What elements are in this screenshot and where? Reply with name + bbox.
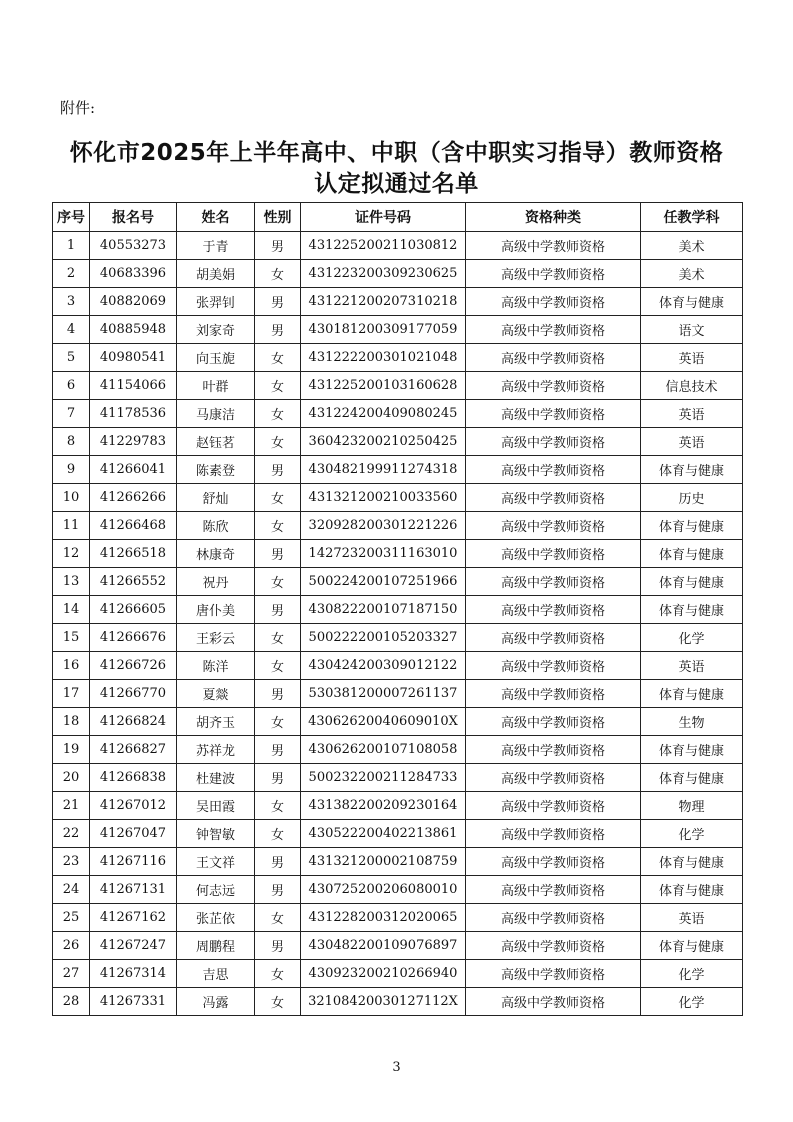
cell-gender: 男 bbox=[255, 456, 301, 484]
cell-name: 赵钰茗 bbox=[177, 428, 255, 456]
cell-name: 叶群 bbox=[177, 372, 255, 400]
cell-registration-no: 41229783 bbox=[90, 428, 177, 456]
cell-name: 吉思 bbox=[177, 960, 255, 988]
cell-name: 王彩云 bbox=[177, 624, 255, 652]
cell-seq: 16 bbox=[53, 652, 90, 680]
cell-registration-no: 41266827 bbox=[90, 736, 177, 764]
cell-name: 钟智敏 bbox=[177, 820, 255, 848]
cell-name: 吴田霞 bbox=[177, 792, 255, 820]
cell-id-number: 431224200409080245 bbox=[301, 400, 466, 428]
cell-subject: 英语 bbox=[641, 344, 743, 372]
cell-id-number: 530381200007261137 bbox=[301, 680, 466, 708]
cell-subject: 英语 bbox=[641, 904, 743, 932]
cell-seq: 25 bbox=[53, 904, 90, 932]
cell-qualification: 高级中学教师资格 bbox=[466, 904, 641, 932]
cell-qualification: 高级中学教师资格 bbox=[466, 932, 641, 960]
table-row bbox=[53, 820, 743, 848]
table-row bbox=[53, 456, 743, 484]
header-cell: 证件号码 bbox=[301, 203, 466, 232]
cell-name: 张芷依 bbox=[177, 904, 255, 932]
table-body bbox=[53, 232, 743, 1016]
cell-name: 夏燚 bbox=[177, 680, 255, 708]
cell-qualification: 高级中学教师资格 bbox=[466, 960, 641, 988]
cell-seq: 1 bbox=[53, 232, 90, 260]
cell-id-number: 500222200105203327 bbox=[301, 624, 466, 652]
header-cell: 序号 bbox=[53, 203, 90, 232]
cell-registration-no: 41267331 bbox=[90, 988, 177, 1016]
cell-name: 唐仆美 bbox=[177, 596, 255, 624]
cell-registration-no: 41178536 bbox=[90, 400, 177, 428]
cell-name: 林康奇 bbox=[177, 540, 255, 568]
cell-seq: 4 bbox=[53, 316, 90, 344]
table-row bbox=[53, 484, 743, 512]
cell-registration-no: 41266676 bbox=[90, 624, 177, 652]
cell-gender: 女 bbox=[255, 652, 301, 680]
cell-id-number: 430923200210266940 bbox=[301, 960, 466, 988]
table-header-row bbox=[53, 203, 743, 232]
table-row bbox=[53, 708, 743, 736]
cell-qualification: 高级中学教师资格 bbox=[466, 288, 641, 316]
cell-registration-no: 41266726 bbox=[90, 652, 177, 680]
cell-name: 向玉旎 bbox=[177, 344, 255, 372]
cell-registration-no: 40553273 bbox=[90, 232, 177, 260]
cell-qualification: 高级中学教师资格 bbox=[466, 876, 641, 904]
cell-gender: 女 bbox=[255, 400, 301, 428]
cell-name: 何志远 bbox=[177, 876, 255, 904]
cell-seq: 14 bbox=[53, 596, 90, 624]
cell-name: 祝丹 bbox=[177, 568, 255, 596]
cell-qualification: 高级中学教师资格 bbox=[466, 232, 641, 260]
cell-id-number: 431321200002108759 bbox=[301, 848, 466, 876]
cell-seq: 3 bbox=[53, 288, 90, 316]
cell-gender: 女 bbox=[255, 428, 301, 456]
cell-seq: 5 bbox=[53, 344, 90, 372]
cell-subject: 生物 bbox=[641, 708, 743, 736]
cell-seq: 24 bbox=[53, 876, 90, 904]
cell-name: 陈欣 bbox=[177, 512, 255, 540]
header-cell: 资格种类 bbox=[466, 203, 641, 232]
table-row bbox=[53, 764, 743, 792]
cell-registration-no: 41266266 bbox=[90, 484, 177, 512]
cell-subject: 英语 bbox=[641, 428, 743, 456]
cell-name: 于青 bbox=[177, 232, 255, 260]
header-cell: 性别 bbox=[255, 203, 301, 232]
cell-subject: 语文 bbox=[641, 316, 743, 344]
cell-gender: 女 bbox=[255, 792, 301, 820]
cell-registration-no: 41266468 bbox=[90, 512, 177, 540]
cell-seq: 28 bbox=[53, 988, 90, 1016]
cell-subject: 体育与健康 bbox=[641, 568, 743, 596]
cell-gender: 女 bbox=[255, 512, 301, 540]
cell-registration-no: 41267012 bbox=[90, 792, 177, 820]
table-row bbox=[53, 316, 743, 344]
cell-registration-no: 41267116 bbox=[90, 848, 177, 876]
cell-registration-no: 41266770 bbox=[90, 680, 177, 708]
cell-id-number: 430424200309012122 bbox=[301, 652, 466, 680]
table-row bbox=[53, 736, 743, 764]
cell-seq: 7 bbox=[53, 400, 90, 428]
cell-seq: 21 bbox=[53, 792, 90, 820]
table-row bbox=[53, 876, 743, 904]
cell-qualification: 高级中学教师资格 bbox=[466, 428, 641, 456]
document-title-line2: 认定拟通过名单 bbox=[314, 171, 479, 197]
cell-registration-no: 40885948 bbox=[90, 316, 177, 344]
table-row bbox=[53, 932, 743, 960]
cell-id-number: 431225200211030812 bbox=[301, 232, 466, 260]
cell-id-number: 430725200206080010 bbox=[301, 876, 466, 904]
cell-name: 胡齐玉 bbox=[177, 708, 255, 736]
cell-registration-no: 41267047 bbox=[90, 820, 177, 848]
table-row bbox=[53, 792, 743, 820]
header-cell: 报名号 bbox=[90, 203, 177, 232]
cell-seq: 22 bbox=[53, 820, 90, 848]
cell-gender: 男 bbox=[255, 680, 301, 708]
cell-seq: 18 bbox=[53, 708, 90, 736]
cell-subject: 英语 bbox=[641, 652, 743, 680]
table-row bbox=[53, 260, 743, 288]
cell-gender: 男 bbox=[255, 736, 301, 764]
cell-qualification: 高级中学教师资格 bbox=[466, 260, 641, 288]
cell-id-number: 431222200301021048 bbox=[301, 344, 466, 372]
cell-registration-no: 41266518 bbox=[90, 540, 177, 568]
cell-name: 马康洁 bbox=[177, 400, 255, 428]
cell-id-number: 320928200301221226 bbox=[301, 512, 466, 540]
cell-registration-no: 41267162 bbox=[90, 904, 177, 932]
cell-seq: 27 bbox=[53, 960, 90, 988]
cell-gender: 男 bbox=[255, 932, 301, 960]
cell-name: 冯露 bbox=[177, 988, 255, 1016]
table-row bbox=[53, 288, 743, 316]
cell-subject: 化学 bbox=[641, 988, 743, 1016]
table-row bbox=[53, 904, 743, 932]
table-row bbox=[53, 680, 743, 708]
cell-subject: 体育与健康 bbox=[641, 596, 743, 624]
attachment-label: 附件: bbox=[60, 99, 96, 117]
cell-seq: 8 bbox=[53, 428, 90, 456]
table-row bbox=[53, 568, 743, 596]
cell-id-number: 431223200309230625 bbox=[301, 260, 466, 288]
cell-gender: 女 bbox=[255, 260, 301, 288]
cell-registration-no: 41266552 bbox=[90, 568, 177, 596]
cell-seq: 6 bbox=[53, 372, 90, 400]
cell-id-number: 430626200107108058 bbox=[301, 736, 466, 764]
cell-name: 舒灿 bbox=[177, 484, 255, 512]
cell-subject: 化学 bbox=[641, 820, 743, 848]
cell-id-number: 431321200210033560 bbox=[301, 484, 466, 512]
cell-qualification: 高级中学教师资格 bbox=[466, 372, 641, 400]
cell-gender: 女 bbox=[255, 372, 301, 400]
cell-subject: 美术 bbox=[641, 260, 743, 288]
cell-qualification: 高级中学教师资格 bbox=[466, 736, 641, 764]
cell-id-number: 431382200209230164 bbox=[301, 792, 466, 820]
table-row bbox=[53, 428, 743, 456]
cell-id-number: 430822200107187150 bbox=[301, 596, 466, 624]
cell-qualification: 高级中学教师资格 bbox=[466, 540, 641, 568]
cell-subject: 体育与健康 bbox=[641, 540, 743, 568]
cell-qualification: 高级中学教师资格 bbox=[466, 344, 641, 372]
table-row bbox=[53, 400, 743, 428]
cell-id-number: 431228200312020065 bbox=[301, 904, 466, 932]
table-row bbox=[53, 372, 743, 400]
cell-gender: 女 bbox=[255, 344, 301, 372]
table-row bbox=[53, 988, 743, 1016]
cell-registration-no: 40882069 bbox=[90, 288, 177, 316]
cell-registration-no: 41267247 bbox=[90, 932, 177, 960]
cell-registration-no: 41267131 bbox=[90, 876, 177, 904]
cell-registration-no: 40683396 bbox=[90, 260, 177, 288]
cell-subject: 体育与健康 bbox=[641, 288, 743, 316]
cell-qualification: 高级中学教师资格 bbox=[466, 848, 641, 876]
cell-gender: 男 bbox=[255, 848, 301, 876]
cell-id-number: 142723200311163010 bbox=[301, 540, 466, 568]
cell-gender: 女 bbox=[255, 708, 301, 736]
cell-subject: 化学 bbox=[641, 624, 743, 652]
cell-registration-no: 41266838 bbox=[90, 764, 177, 792]
cell-subject: 英语 bbox=[641, 400, 743, 428]
cell-gender: 女 bbox=[255, 904, 301, 932]
cell-id-number: 32108420030127112X bbox=[301, 988, 466, 1016]
cell-seq: 12 bbox=[53, 540, 90, 568]
cell-qualification: 高级中学教师资格 bbox=[466, 820, 641, 848]
cell-name: 张羿钊 bbox=[177, 288, 255, 316]
cell-subject: 物理 bbox=[641, 792, 743, 820]
cell-id-number: 431221200207310218 bbox=[301, 288, 466, 316]
cell-qualification: 高级中学教师资格 bbox=[466, 484, 641, 512]
cell-registration-no: 41154066 bbox=[90, 372, 177, 400]
cell-id-number: 43062620040609010X bbox=[301, 708, 466, 736]
cell-registration-no: 41266605 bbox=[90, 596, 177, 624]
cell-seq: 26 bbox=[53, 932, 90, 960]
cell-id-number: 430482199911274318 bbox=[301, 456, 466, 484]
cell-gender: 女 bbox=[255, 624, 301, 652]
cell-id-number: 500232200211284733 bbox=[301, 764, 466, 792]
cell-seq: 2 bbox=[53, 260, 90, 288]
table-row bbox=[53, 344, 743, 372]
table-row bbox=[53, 652, 743, 680]
cell-id-number: 430522200402213861 bbox=[301, 820, 466, 848]
cell-subject: 体育与健康 bbox=[641, 680, 743, 708]
cell-qualification: 高级中学教师资格 bbox=[466, 316, 641, 344]
document-title: 怀化市2025年上半年高中、中职（含中职实习指导）教师资格 bbox=[69, 140, 724, 166]
table-row bbox=[53, 624, 743, 652]
cell-subject: 体育与健康 bbox=[641, 764, 743, 792]
cell-subject: 体育与健康 bbox=[641, 736, 743, 764]
cell-qualification: 高级中学教师资格 bbox=[466, 792, 641, 820]
cell-seq: 9 bbox=[53, 456, 90, 484]
header-cell: 任教学科 bbox=[641, 203, 743, 232]
cell-subject: 历史 bbox=[641, 484, 743, 512]
cell-qualification: 高级中学教师资格 bbox=[466, 400, 641, 428]
cell-subject: 体育与健康 bbox=[641, 876, 743, 904]
cell-qualification: 高级中学教师资格 bbox=[466, 708, 641, 736]
cell-seq: 23 bbox=[53, 848, 90, 876]
cell-subject: 体育与健康 bbox=[641, 848, 743, 876]
cell-name: 苏祥龙 bbox=[177, 736, 255, 764]
cell-gender: 男 bbox=[255, 876, 301, 904]
cell-seq: 11 bbox=[53, 512, 90, 540]
cell-qualification: 高级中学教师资格 bbox=[466, 568, 641, 596]
cell-gender: 女 bbox=[255, 960, 301, 988]
cell-seq: 15 bbox=[53, 624, 90, 652]
cell-qualification: 高级中学教师资格 bbox=[466, 624, 641, 652]
cell-subject: 体育与健康 bbox=[641, 512, 743, 540]
cell-qualification: 高级中学教师资格 bbox=[466, 512, 641, 540]
cell-gender: 女 bbox=[255, 568, 301, 596]
cell-qualification: 高级中学教师资格 bbox=[466, 456, 641, 484]
cell-gender: 男 bbox=[255, 316, 301, 344]
cell-gender: 男 bbox=[255, 764, 301, 792]
cell-qualification: 高级中学教师资格 bbox=[466, 652, 641, 680]
cell-subject: 化学 bbox=[641, 960, 743, 988]
cell-id-number: 430181200309177059 bbox=[301, 316, 466, 344]
table-row bbox=[53, 512, 743, 540]
cell-name: 陈素登 bbox=[177, 456, 255, 484]
cell-gender: 男 bbox=[255, 596, 301, 624]
cell-registration-no: 40980541 bbox=[90, 344, 177, 372]
cell-seq: 19 bbox=[53, 736, 90, 764]
cell-seq: 13 bbox=[53, 568, 90, 596]
cell-name: 周鹏程 bbox=[177, 932, 255, 960]
cell-name: 陈洋 bbox=[177, 652, 255, 680]
cell-seq: 17 bbox=[53, 680, 90, 708]
cell-subject: 美术 bbox=[641, 232, 743, 260]
approved-list-table bbox=[52, 202, 743, 1016]
cell-qualification: 高级中学教师资格 bbox=[466, 680, 641, 708]
cell-registration-no: 41267314 bbox=[90, 960, 177, 988]
cell-subject: 体育与健康 bbox=[641, 456, 743, 484]
cell-subject: 信息技术 bbox=[641, 372, 743, 400]
cell-seq: 20 bbox=[53, 764, 90, 792]
cell-gender: 男 bbox=[255, 288, 301, 316]
header-cell: 姓名 bbox=[177, 203, 255, 232]
table-row bbox=[53, 848, 743, 876]
cell-qualification: 高级中学教师资格 bbox=[466, 764, 641, 792]
cell-name: 王文祥 bbox=[177, 848, 255, 876]
cell-subject: 体育与健康 bbox=[641, 932, 743, 960]
cell-gender: 男 bbox=[255, 540, 301, 568]
cell-qualification: 高级中学教师资格 bbox=[466, 988, 641, 1016]
cell-registration-no: 41266824 bbox=[90, 708, 177, 736]
cell-name: 胡美娟 bbox=[177, 260, 255, 288]
cell-name: 刘家奇 bbox=[177, 316, 255, 344]
table-row bbox=[53, 596, 743, 624]
cell-id-number: 431225200103160628 bbox=[301, 372, 466, 400]
cell-id-number: 430482200109076897 bbox=[301, 932, 466, 960]
cell-gender: 男 bbox=[255, 232, 301, 260]
cell-qualification: 高级中学教师资格 bbox=[466, 596, 641, 624]
cell-name: 杜建波 bbox=[177, 764, 255, 792]
table-row bbox=[53, 960, 743, 988]
cell-id-number: 500224200107251966 bbox=[301, 568, 466, 596]
cell-seq: 10 bbox=[53, 484, 90, 512]
table-row bbox=[53, 232, 743, 260]
cell-gender: 女 bbox=[255, 988, 301, 1016]
cell-gender: 女 bbox=[255, 484, 301, 512]
cell-id-number: 360423200210250425 bbox=[301, 428, 466, 456]
cell-registration-no: 41266041 bbox=[90, 456, 177, 484]
table-row bbox=[53, 540, 743, 568]
cell-gender: 女 bbox=[255, 820, 301, 848]
page-number: 3 bbox=[392, 1060, 401, 1075]
